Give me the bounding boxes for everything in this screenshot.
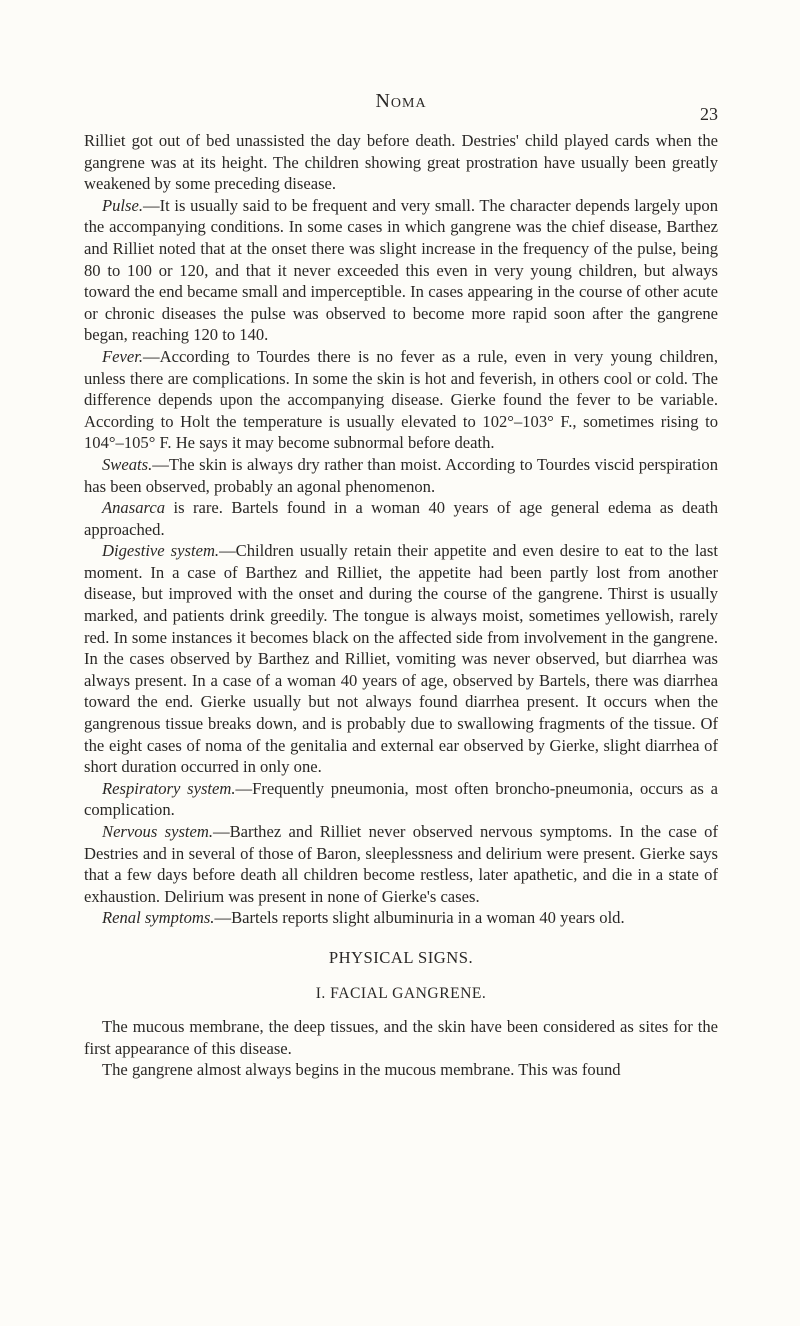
paragraph-lead: Pulse.: [102, 195, 144, 215]
paragraph-respiratory-system: [84, 778, 718, 821]
paragraph-text: —According to Tourdes there is no fever as a rule, even in very young children, unless there are complications. In some the skin is hot and feverish, in others cool or cold. The difference depends upon the accompanying disease. Gierke found the fever to be variable. According to Holt the temperature is usually elevated to 102°–103° F., sometimes rising to 104°–105° F. He says it may become subnormal before death.: [84, 346, 718, 453]
paragraph-facial-gangrene-intro: [84, 1016, 718, 1059]
paragraph-lead: Fever.: [102, 346, 143, 366]
paragraph-text: is rare. Bartels found in a woman 40 years of age general edema as death approached.: [84, 498, 718, 539]
running-head: [84, 90, 718, 124]
running-title: Noma: [375, 90, 427, 112]
paragraph-lead: Respiratory system.: [102, 778, 236, 798]
paragraph-text: —Frequently pneumonia, most often broncho-pneumonia, occurs as a complication.: [84, 778, 718, 820]
paragraph-anasarca: [84, 497, 718, 540]
paragraph-text: Rilliet got out of bed unassisted the day before death. Destries' child played cards when the gangrene was at its height. The children showing great prostration have usually been greatly weakened by some preceding disease.: [84, 131, 718, 194]
section-heading: PHYSICAL SIGNS.: [328, 947, 474, 967]
paragraph-lead: Nervous system.: [102, 822, 214, 841]
paragraph-sweats: [84, 454, 718, 497]
paragraph-text: —Bartels reports slight albuminuria in a woman 40 years old.: [214, 908, 625, 928]
page-number: 23: [700, 104, 718, 124]
paragraph-pulse: [84, 195, 718, 346]
paragraph-text: —The skin is always dry rather than moist. According to Tourdes viscid perspiration has been observed, probably an agonal phenomenon.: [84, 454, 718, 496]
paragraph-fever: [84, 346, 718, 454]
paragraph-lead: Sweats.: [102, 454, 153, 474]
paragraph-lead: Renal symptoms.: [102, 908, 215, 928]
section-subheading: I. FACIAL GANGRENE.: [315, 984, 487, 1002]
paragraph-text: The mucous membrane, the deep tissues, and the skin have been considered as sites for the first appearance of this disease.: [84, 1017, 718, 1058]
paragraph-lead: Anasarca: [102, 498, 165, 518]
paragraph-text: —Barthez and Rilliet never observed nervous symptoms. In the case of Destries and in several of those of Baron, sleeplessness and delirium were present. Gierke says that a few days before death all children become restless, later apathetic, and die in a state of exhaustion. Delirium was present in none of Gierke's cases.: [84, 822, 718, 906]
body-text: [84, 130, 718, 1081]
paragraph-lead: Digestive system.: [102, 541, 220, 561]
paragraph-continuation: [84, 130, 718, 195]
paragraph-text: The gangrene almost always begins in the mucous membrane. This was found: [102, 1060, 621, 1080]
paragraph-text: —Children usually retain their appetite and even desire to eat to the last moment. In a case of Barthez and Rilliet, the appetite had been partly lost from another disease, but improved with the onset and during the course of the gangrene. Thirst is usually marked, and patients drink greedily. The tongue is always moist, sometimes yellowish, rarely red. In some instances it becomes black on the affected side from involvement in the gangrene. In the cases observed by Barthez and Rilliet, vomiting was never observed, but diarrhea was always present. In a case of a woman 40 years of age, observed by Bartels, there was diarrhea toward the end. Gierke usually but not always found diarrhea present. It occurs when the gangrenous tissue breaks down, and is probably due to swallowing fragments of the tissue. Of the eight cases of noma of the genitalia and external ear observed by Gierke, slight diarrhea of short duration occurred in only one.: [84, 541, 718, 777]
paragraph-nervous-system: [84, 821, 718, 907]
paragraph-digestive-system: [84, 540, 718, 778]
paragraph-facial-gangrene-onset: [84, 1059, 718, 1081]
paragraph-text: —It is usually said to be frequent and very small. The character depends largely upon the accompanying conditions. In some cases in which gangrene was the chief disease, Barthez and Rilliet noted that at the onset there was slight increase in the frequency of the pulse, being 80 to 100 or 120, and that it never exceeded this even in very young children, but always toward the end became small and imperceptible. In cases appearing in the course of other acute or chronic diseases the pulse was observed to become more rapid soon after the gangrene began, reaching 120 to 140.: [84, 195, 718, 345]
paragraph-renal-symptoms: [84, 907, 718, 929]
